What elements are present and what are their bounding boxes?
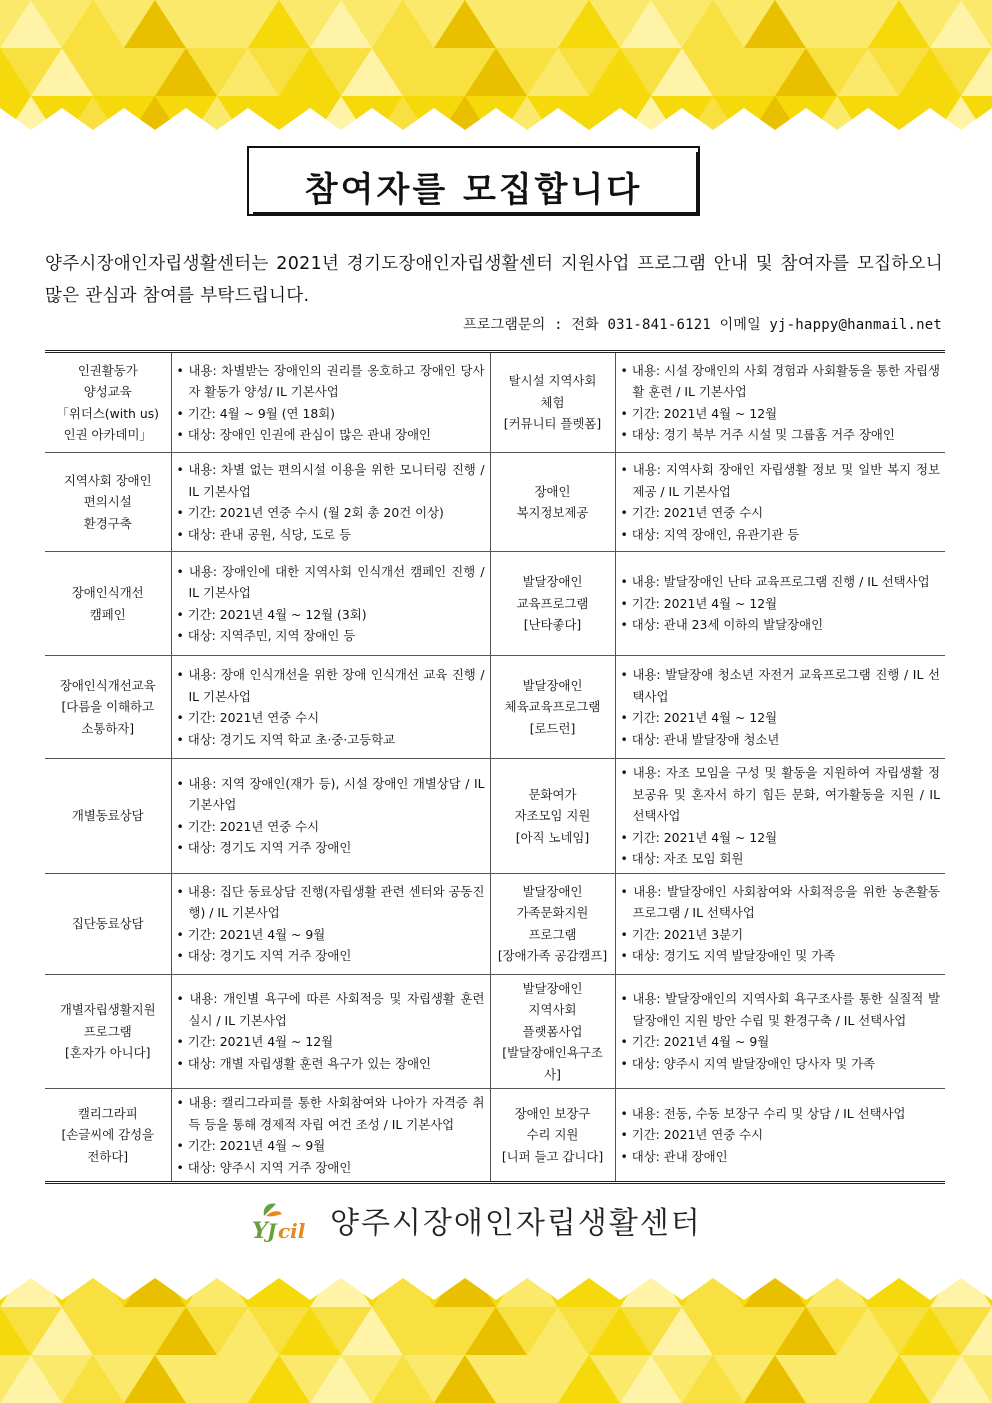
description-line: • 내용: 지역 장애인(재가 등), 시설 장애인 개별상담 / IL 기본사업 xyxy=(176,775,485,813)
description-line: • 내용: 장애인에 대한 지역사회 인식개선 캠페인 진행 / IL 기본사업 xyxy=(176,563,485,600)
right-desc-cell xyxy=(615,656,945,759)
description-line: • 내용: 시설 장애인의 사회 경험과 사회활동을 통한 자립생활 훈련 / IL 기본사업 xyxy=(620,362,940,399)
description-line: • 기간: 2021년 4월 ~ 9월 xyxy=(176,926,326,942)
title-box xyxy=(247,146,700,216)
program-name-line: 인권 아카데미」 xyxy=(63,427,152,442)
description-line: • 내용: 차별받는 장애인의 권리를 옹호하고 장애인 당사자 활동가 양성/ IL 기본사업 xyxy=(176,362,485,399)
left-name-cell xyxy=(45,974,171,1089)
right-name-cell xyxy=(490,1089,615,1183)
description-line: • 내용: 개인별 욕구에 따른 사회적응 및 자립생활 훈련 실시 / IL 기본사업 xyxy=(176,991,485,1028)
right-name-cell xyxy=(490,352,615,453)
table-row xyxy=(45,552,945,656)
program-name-line: 장애인 보장구 xyxy=(514,1105,591,1121)
description-line: • 기간: 2021년 4월 ~ 9월 xyxy=(620,1034,770,1050)
triangle-pattern-bottom xyxy=(0,1278,992,1403)
description-line: • 대상: 경기도 지역 학교 초·중·고등학교 xyxy=(176,731,396,747)
program-name-line: 교육프로그램 xyxy=(516,595,589,611)
description-line: • 대상: 관내 발달장애 청소년 xyxy=(620,731,780,747)
right-name-cell xyxy=(490,974,615,1089)
description-line: • 내용: 발달장애인 사회참여와 사회적응을 위한 농촌활동 프로그램 / IL 선택사업 xyxy=(620,883,940,920)
program-name-line: 장애인식개선 xyxy=(71,585,144,600)
table-row xyxy=(45,873,945,974)
description-line: • 기간: 2021년 4월 ~ 12월 xyxy=(620,710,778,725)
program-name-line: 복지정보제공 xyxy=(516,505,589,520)
program-table-body xyxy=(45,352,945,1183)
program-name-line: 양성교육 xyxy=(83,384,132,399)
program-name-line: 소통하자] xyxy=(81,720,135,736)
svg-text:J: J xyxy=(267,1219,277,1242)
right-desc-cell xyxy=(615,974,945,1089)
right-desc-cell xyxy=(615,453,945,552)
description-line: • 내용: 발달장애 청소년 자전거 교육프로그램 진행 / IL 선택사업 xyxy=(620,667,940,704)
description-line: • 내용: 장애 인식개선을 위한 장애 인식개선 교육 진행 / IL 기본사업 xyxy=(176,667,485,704)
left-name-cell xyxy=(45,552,171,656)
description-line: • 기간: 2021년 연중 수시 xyxy=(620,1127,764,1143)
program-name-line: [커뮤니티 플렛폼] xyxy=(503,416,602,432)
description-line: • 대상: 지역 장애인, 유관기관 등 xyxy=(620,526,800,542)
program-name-line: 가족문화지원 xyxy=(516,905,589,920)
program-name-line: 개별동료상담 xyxy=(71,808,144,823)
description-line: • 내용: 발달장애인의 지역사회 욕구조사를 통한 실질적 발달장애인 지원 방안 수립 및 환경구축 / IL 선택사업 xyxy=(620,991,940,1028)
program-name-line: 「위더스(with us) xyxy=(56,405,159,421)
program-name-line: 전하다] xyxy=(87,1148,129,1164)
description-line: • 기간: 2021년 4월 ~ 12월 xyxy=(620,829,778,845)
program-name-line: [다름을 이해하고 xyxy=(61,699,155,715)
description-line: • 기간: 2021년 4월 ~ 12월 xyxy=(620,405,778,421)
left-desc-cell xyxy=(171,759,490,874)
description-line: • 내용: 전동, 수동 보장구 수리 및 상담 / IL 선택사업 xyxy=(620,1105,906,1121)
right-name-cell xyxy=(490,453,615,552)
description-line: • 내용: 차별 없는 편의시설 이용을 위한 모니터링 진행 / IL 기본사업 xyxy=(176,462,485,499)
description-line: • 내용: 집단 동료상담 진행(자립생활 관련 센터와 공동진행) / IL 기본사업 xyxy=(176,883,485,920)
description-line: • 대상: 관내 공원, 식당, 도로 등 xyxy=(176,526,352,542)
table-row xyxy=(45,352,945,453)
left-name-cell xyxy=(45,453,171,552)
description-line: • 기간: 2021년 연중 수시 (월 2회 총 20건 이상) xyxy=(176,505,444,520)
left-desc-cell xyxy=(171,656,490,759)
program-name-line: 문화여가 xyxy=(528,786,577,802)
bottom-decorative-band xyxy=(0,1278,992,1403)
program-name-line: 환경구축 xyxy=(83,515,132,531)
description-line: • 대상: 자조 모임 회원 xyxy=(620,851,744,866)
program-name-line: [니퍼 들고 갑니다] xyxy=(501,1148,604,1164)
program-name-line: [혼자가 아니다] xyxy=(65,1045,151,1060)
left-name-cell xyxy=(45,656,171,759)
description-line: • 대상: 관내 23세 이하의 발달장애인 xyxy=(620,617,824,633)
left-desc-cell xyxy=(171,974,490,1089)
description-line: • 대상: 양주시 지역 거주 장애인 xyxy=(176,1159,352,1175)
right-name-cell xyxy=(490,759,615,874)
contact-info: 프로그램문의 : 전화 031-841-6121 이메일 yj-happy@hanmail.net xyxy=(463,317,942,333)
top-decorative-band xyxy=(0,0,992,130)
triangle-pattern-top xyxy=(0,0,992,130)
program-name-line: 체험 xyxy=(540,394,565,410)
table-row xyxy=(45,656,945,759)
description-line: • 기간: 2021년 3분기 xyxy=(620,926,744,942)
table-row xyxy=(45,453,945,552)
left-name-cell xyxy=(45,352,171,453)
program-name-line: 발달장애인 xyxy=(522,883,583,899)
program-name-line: 수리 지원 xyxy=(526,1127,579,1143)
program-name-line: 장애인식개선교육 xyxy=(59,677,156,693)
program-name-line: 발달장애인 xyxy=(522,574,583,590)
description-line: • 대상: 장애인 인권에 관심이 많은 관내 장애인 xyxy=(176,427,432,442)
left-desc-cell xyxy=(171,1089,490,1183)
program-name-line: 발달장애인 xyxy=(522,980,583,996)
description-line: • 대상: 경기도 지역 거주 장애인 xyxy=(176,840,352,856)
program-name-line: [장애가족 공감캠프] xyxy=(497,948,608,963)
description-line: • 기간: 2021년 4월 ~ 12월 (3회) xyxy=(176,606,367,622)
description-line: • 대상: 지역주민, 지역 장애인 등 xyxy=(176,628,356,643)
right-desc-cell xyxy=(615,352,945,453)
sprout-logo-icon xyxy=(250,1198,314,1242)
left-name-cell xyxy=(45,759,171,874)
right-desc-cell xyxy=(615,1089,945,1183)
right-desc-cell xyxy=(615,552,945,656)
table-row xyxy=(45,759,945,874)
left-desc-cell xyxy=(171,873,490,974)
description-line: • 대상: 경기도 지역 거주 장애인 xyxy=(176,948,352,963)
description-line: • 내용: 자조 모임을 구성 및 활동을 지원하여 자립생활 정보공유 및 혼자서 하기 힘든 문화, 여가활동을 지원 / IL 선택사업 xyxy=(620,765,940,823)
program-name-line: 탈시설 지역사회 xyxy=(508,373,597,389)
right-name-cell xyxy=(490,552,615,656)
program-name-line: 체육교육프로그램 xyxy=(504,699,601,715)
description-line: • 기간: 2021년 4월 ~ 12월 xyxy=(176,1034,334,1050)
description-line: • 대상: 경기도 지역 발달장애인 및 가족 xyxy=(620,948,836,963)
description-line: • 기간: 2021년 연중 수시 xyxy=(176,710,320,725)
program-name-line: [발달장애인욕구조사] xyxy=(502,1045,603,1082)
program-name-line: 프로그램 xyxy=(528,926,577,942)
description-line: • 대상: 관내 장애인 xyxy=(620,1148,728,1164)
program-name-line: 편의시설 xyxy=(83,494,132,510)
page-title: 참여자를 모집합니다 xyxy=(304,170,643,210)
program-name-line: [아직 노네임] xyxy=(515,829,590,845)
program-name-line: 프로그램 xyxy=(83,1023,132,1039)
organization-name: 양주시장애인자립생활센터 xyxy=(330,1206,702,1241)
intro-paragraph: 양주시장애인자립생활센터는 2021년 경기도장애인자립생활센터 지원사업 프로그램 안내 및 참여자를 모집하오니 많은 관심과 참여를 부탁드립니다. xyxy=(45,254,943,306)
program-name-line: 집단동료상담 xyxy=(71,915,144,931)
program-name-line: 캠페인 xyxy=(89,606,126,622)
svg-text:cil: cil xyxy=(278,1219,306,1242)
program-name-line: 자조모임 지원 xyxy=(514,808,591,823)
left-desc-cell xyxy=(171,352,490,453)
table-row xyxy=(45,974,945,1089)
left-desc-cell xyxy=(171,453,490,552)
program-name-line: 발달장애인 xyxy=(522,677,583,693)
program-table xyxy=(45,350,945,1184)
description-line: • 기간: 2021년 4월 ~ 12월 xyxy=(620,595,778,611)
program-name-line: 개별자립생활지원 xyxy=(59,1002,156,1017)
left-name-cell xyxy=(45,873,171,974)
program-name-line: 장애인 xyxy=(534,483,571,499)
right-desc-cell xyxy=(615,759,945,874)
program-name-line: [로드런] xyxy=(529,720,576,736)
program-name-line: [손글씨에 감성을 xyxy=(61,1127,155,1143)
svg-text:Y: Y xyxy=(252,1218,268,1242)
program-name-line: [난타좋다] xyxy=(523,617,582,633)
right-desc-cell xyxy=(615,873,945,974)
description-line: • 내용: 캘리그라피를 통한 사회참여와 나아가 자격증 취득 등을 통해 경제적 자립 여건 조성 / IL 기본사업 xyxy=(176,1095,485,1132)
right-name-cell xyxy=(490,656,615,759)
table-row xyxy=(45,1089,945,1183)
right-name-cell xyxy=(490,873,615,974)
program-name-line: 캘리그라피 xyxy=(77,1105,138,1121)
left-desc-cell xyxy=(171,552,490,656)
left-name-cell xyxy=(45,1089,171,1183)
program-name-line: 플랫폼사업 xyxy=(522,1023,583,1039)
description-line: • 내용: 발달장애인 난타 교육프로그램 진행 / IL 선택사업 xyxy=(620,574,930,590)
description-line: • 기간: 2021년 4월 ~ 9월 xyxy=(176,1138,326,1153)
description-line: • 대상: 경기 북부 거주 시설 및 그룹홈 거주 장애인 xyxy=(620,427,895,442)
description-line: • 대상: 개별 자립생활 훈련 욕구가 있는 장애인 xyxy=(176,1055,432,1071)
footer xyxy=(250,1196,702,1244)
description-line: • 기간: 4월 ~ 9월 (연 18회) xyxy=(176,405,336,421)
program-name-line: 지역사회 장애인 xyxy=(63,472,152,488)
description-line: • 기간: 2021년 연중 수시 xyxy=(620,505,764,520)
description-line: • 기간: 2021년 연중 수시 xyxy=(176,818,320,834)
program-name-line: 지역사회 xyxy=(528,1002,577,1017)
program-name-line: 인권활동가 xyxy=(77,362,138,378)
description-line: • 내용: 지역사회 장애인 자립생활 정보 및 일반 복지 정보제공 / IL 기본사업 xyxy=(620,462,940,499)
description-line: • 대상: 양주시 지역 발달장애인 당사자 및 가족 xyxy=(620,1055,876,1071)
